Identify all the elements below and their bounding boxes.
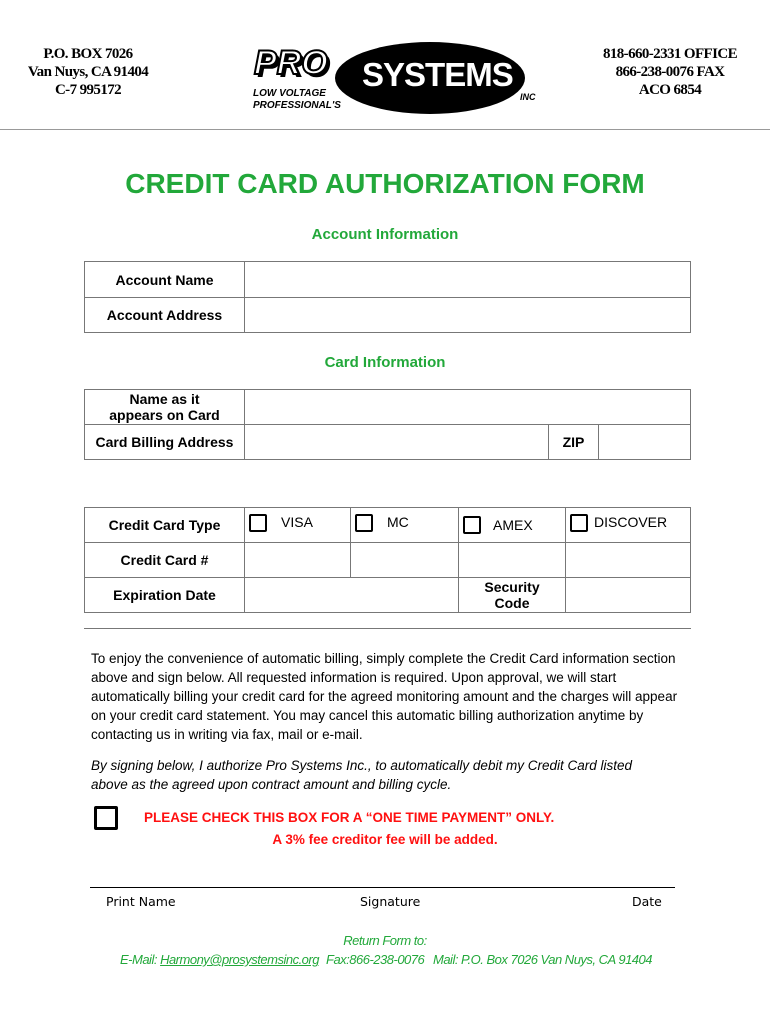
logo-inc: INC [520, 92, 536, 102]
fax-phone: 866-238-0076 FAX [615, 64, 725, 80]
billing-address-field[interactable] [244, 424, 549, 460]
one-time-payment-checkbox[interactable] [94, 806, 118, 830]
logo-tag2: PROFESSIONAL'S [253, 100, 341, 111]
security-code-label: Security Code [458, 577, 566, 613]
office-phone: 818-660-2331 OFFICE [602, 46, 737, 62]
option-discover[interactable] [565, 507, 691, 543]
checkbox-icon[interactable] [249, 514, 267, 532]
print-name-label: Print Name [106, 894, 176, 909]
zip-field[interactable] [598, 424, 691, 460]
card-number-field-3[interactable] [458, 542, 566, 578]
divider [84, 628, 691, 629]
return-form-label: Return Form to: [343, 933, 427, 948]
visa-label: VISA [281, 514, 313, 530]
license: C-7 995172 [54, 82, 122, 98]
fee-notice: A 3% fee creditor fee will be added. [272, 832, 498, 847]
option-mc[interactable] [350, 507, 459, 543]
expiration-field[interactable] [244, 577, 459, 613]
account-address-field[interactable] [244, 297, 691, 333]
signature-label: Signature [360, 894, 421, 909]
checkbox-icon[interactable] [355, 514, 373, 532]
card-number-field-1[interactable] [244, 542, 351, 578]
card-type-label: Credit Card Type [84, 507, 245, 543]
expiration-label: Expiration Date [84, 577, 245, 613]
card-name-field[interactable] [244, 389, 691, 425]
logo [250, 40, 550, 115]
mc-label: MC [387, 514, 409, 530]
logo-systems: SYSTEMS [362, 56, 513, 93]
option-visa[interactable] [244, 507, 351, 543]
company-address [18, 45, 158, 99]
amex-label: AMEX [493, 517, 533, 533]
billing-paragraph: To enjoy the convenience of automatic billing, simply complete the Credit Card information section above and sign below. All requested information is required. Upon approval, we will start automatically billing your credit card for the agreed monitoring amount and the charges will appear on your credit card statement. You may cancel this automatic billing authorization anytime by contacting us in writing via fax, mail or e-mail. [91, 651, 678, 742]
zip-label: ZIP [548, 424, 599, 460]
card-number-field-4[interactable] [565, 542, 691, 578]
checkbox-icon[interactable] [570, 514, 588, 532]
logo-tagline [253, 88, 341, 112]
logo-pro: PRO [254, 44, 328, 82]
card-number-label: Credit Card # [84, 542, 245, 578]
header-divider [0, 129, 770, 130]
page-title: CREDIT CARD AUTHORIZATION FORM [125, 168, 645, 199]
account-name-field[interactable] [244, 261, 691, 298]
signature-line [90, 887, 675, 888]
option-amex[interactable] [458, 507, 566, 543]
po-box: P.O. BOX 7026 [43, 46, 133, 62]
account-name-label: Account Name [84, 261, 245, 298]
authorization-text: By signing below, I authorize Pro Systems Inc., to automatically debit my Credit Card listed above as the agreed upon contract amount and billing cycle. [91, 758, 632, 792]
aco-number: ACO 6854 [638, 82, 702, 98]
card-number-field-2[interactable] [350, 542, 459, 578]
account-address-label: Account Address [84, 297, 245, 333]
logo-tag1: LOW VOLTAGE [253, 88, 326, 99]
card-heading: Card Information [324, 354, 446, 371]
city: Van Nuys, CA 91404 [27, 64, 149, 80]
email-label: E-Mail: [120, 952, 161, 967]
account-heading: Account Information [311, 226, 459, 243]
one-time-payment-text: PLEASE CHECK THIS BOX FOR A “ONE TIME PAYMENT” ONLY. [144, 810, 555, 825]
email-link[interactable]: Harmony@prosystemsinc.org [160, 952, 319, 967]
mail-info: Mail: P.O. Box 7026 Van Nuys, CA 91404 [433, 952, 652, 967]
company-contact [595, 45, 745, 99]
discover-label: DISCOVER [594, 514, 668, 530]
checkbox-icon[interactable] [463, 516, 481, 534]
security-code-field[interactable] [565, 577, 691, 613]
date-label: Date [632, 894, 662, 909]
billing-address-label: Card Billing Address [84, 424, 245, 460]
email-line [120, 952, 319, 967]
card-name-label: Name as it appears on Card [84, 389, 245, 425]
fax-info: Fax:866-238-0076 [326, 952, 425, 967]
